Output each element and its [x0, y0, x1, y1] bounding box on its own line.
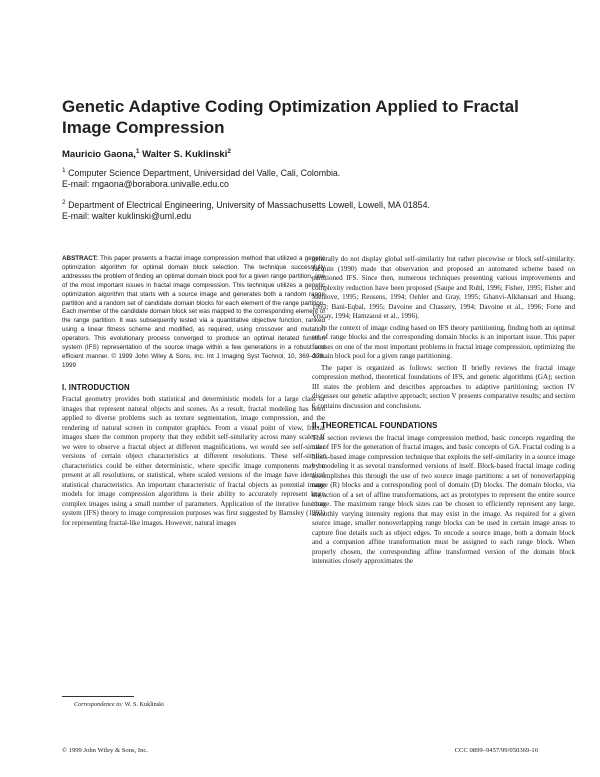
- affiliation-email: E-mail: mgaona@borabora.univalle.edu.co: [62, 178, 229, 189]
- footnote-label: Correspondence to:: [74, 701, 124, 708]
- affiliation-superscript: 2: [62, 199, 66, 206]
- affiliation-2: [62, 197, 552, 222]
- author-superscript: 1: [135, 148, 140, 155]
- affiliation-dept: Computer Science Department, Universidad del Valle, Cali, Colombia.: [68, 167, 341, 178]
- body-paragraph: This section reviews the fractal image compression method, basic concepts regarding the use of IFS for the generation of fractal images, and basic concepts of GA. Fractal coding is a block-based image compression technique that exploits the self-similarity in a source image by modeling it as several transformed versions of itself. Block-based fractal image coding accomplishes this through the use of two source image partitions: a set of nonoverlapping range (R) blocks and a corresponding pool of domain (D) blocks. The domain blocks, via the action of a set of affine transformations, act as prototypes to represent the entire source image. The maximum range block sizes can be chosen to efficiently represent any large, smoothly varying intensity regions that may exist in the image. As required for a given source image, smaller nonoverlapping range blocks can be used in certain image areas to capture fine details such as object edges. To encode a source image, both a domain block and a companion affine transformation must be assigned to each range block. When properly chosen, the corresponding affine transformed version of the domain block intensities closely approximates the: [312, 433, 575, 565]
- body-paragraph: In the context of image coding based on IFS theory partitioning, finding both an optimal set of range blocks and the corresponding domain blocks is an important issue. This paper focuses on one of the most important problems in fractal image compression, optimizing the domain block pool for a given range partitioning.: [312, 323, 575, 360]
- author-name: Mauricio Gaona,: [62, 149, 136, 161]
- right-column: [312, 255, 575, 569]
- footnote-rule: [62, 696, 134, 697]
- affiliation-email: E-mail: walter kuklinski@uml.edu: [62, 210, 192, 221]
- abstract-text: This paper presents a fractal image compression method that utilized a genetic optimization algorithm for optimal domain block selection. The technique successfully addresses the problem of finding an optimal domain block pool for a given range partition, one of the most important issues in fractal image compression. This technique utilizes a genetic optimization algorithm that starts with a source image and generates both a random range partition and a random set of candidate domain blocks for each element of the range partition. Each member of the candidate domain block set was mapped to the corresponding element of the range partition. It was subsequently tested via a quantitative objective function, ranked using a linear fitness scheme and modified, as required, using crossover and mutation operators. This evolutionary process converged to produce an optimal iterated function system (IFS) representation of the source image within a few generations in a robust and efficient manner. © 1999 John Wiley & Sons, Inc. Int J Imaging Syst Technol, 10, 369–378, 1999: [62, 255, 326, 369]
- abstract-label: ABSTRACT:: [62, 255, 99, 262]
- body-paragraph: generally do not display global self-similarity but rather piecewise or block self-similarity. Jacquin (1990) made that observation and proposed an automated scheme based on partitioned IFS. Since then, numerous techniques presenting various improvements and complexity reduction have been proposed (Saupe and Ruhl, 1996; Fisher, 1995; Fisher and Menlove, 1995; Reusens, 1994; Oehler and Gray, 1995; Ghanvi-Alkhansari and Huang, 1993; Bani-Eqbal, 1995; Davoine and Chassery, 1994; Davoine et al., 1996; Forte and Vrscay, 1994; Hamzaoui et al., 1996).: [312, 255, 575, 320]
- author-line: [62, 148, 231, 160]
- section-heading: I. INTRODUCTION: [62, 382, 130, 392]
- affiliation-dept: Department of Electrical Engineering, University of Massachusetts Lowell, Lowell, MA 01854.: [68, 199, 430, 210]
- left-column: [62, 255, 325, 530]
- abstract: [62, 255, 325, 371]
- body-paragraph: Fractal geometry provides both statistical and deterministic models for a large class of images that represent natural objects and scenes. As a result, fractal modeling has been applied to diverse problems such as texture segmentation, image compression, and the rendering of natural screen in computer graphics. From a visual point of view, fractal images share the common property that they exhibit self-similarity across many scales. If we were to observe a fractal object at different magnifications, we would see self-similar versions of certain object characteristics at different resolutions. These self-similar characteristics could be either deterministic, where specific image components may be present at all resolutions, or statistical, where scaled versions of the image have identical statistical characteristics. An important characteristic of fractal objects as potential image models for image compression algorithms is their ability to accurately represent large complex images using a small number of parameters. Application of the iterative function system (IFS) theory to image compression purposes was first suggested by Barnsley (1993) for representing fractal-like images. However, natural images: [62, 395, 325, 527]
- ccc-code: CCC 0899–9457/99/050369-10: [454, 747, 538, 754]
- author-name: Walter S. Kuklinski: [142, 149, 228, 161]
- copyright-line: © 1999 John Wiley & Sons, Inc.: [62, 747, 148, 754]
- affiliation-1: [62, 165, 552, 190]
- body-paragraph: The paper is organized as follows: section II briefly reviews the fractal image compression method, theoretical foundations of IFS, and genetic algorithms (GA); section III states the problem and describes approaches to adaptive partitioning; section IV discusses our genetic adaptive approach; section V presents comparative results; and section 6 contains discussion and conclusions.: [312, 363, 575, 410]
- footnote: [74, 701, 164, 708]
- footnote-name: W. S. Kuklinski: [124, 701, 164, 708]
- author-superscript: 2: [227, 148, 231, 155]
- page-title: Genetic Adaptive Coding Optimization Applied to Fractal Image Compression: [62, 97, 519, 137]
- affiliation-superscript: 1: [62, 167, 66, 174]
- section-heading: II. THEORETICAL FOUNDATIONS: [312, 421, 438, 430]
